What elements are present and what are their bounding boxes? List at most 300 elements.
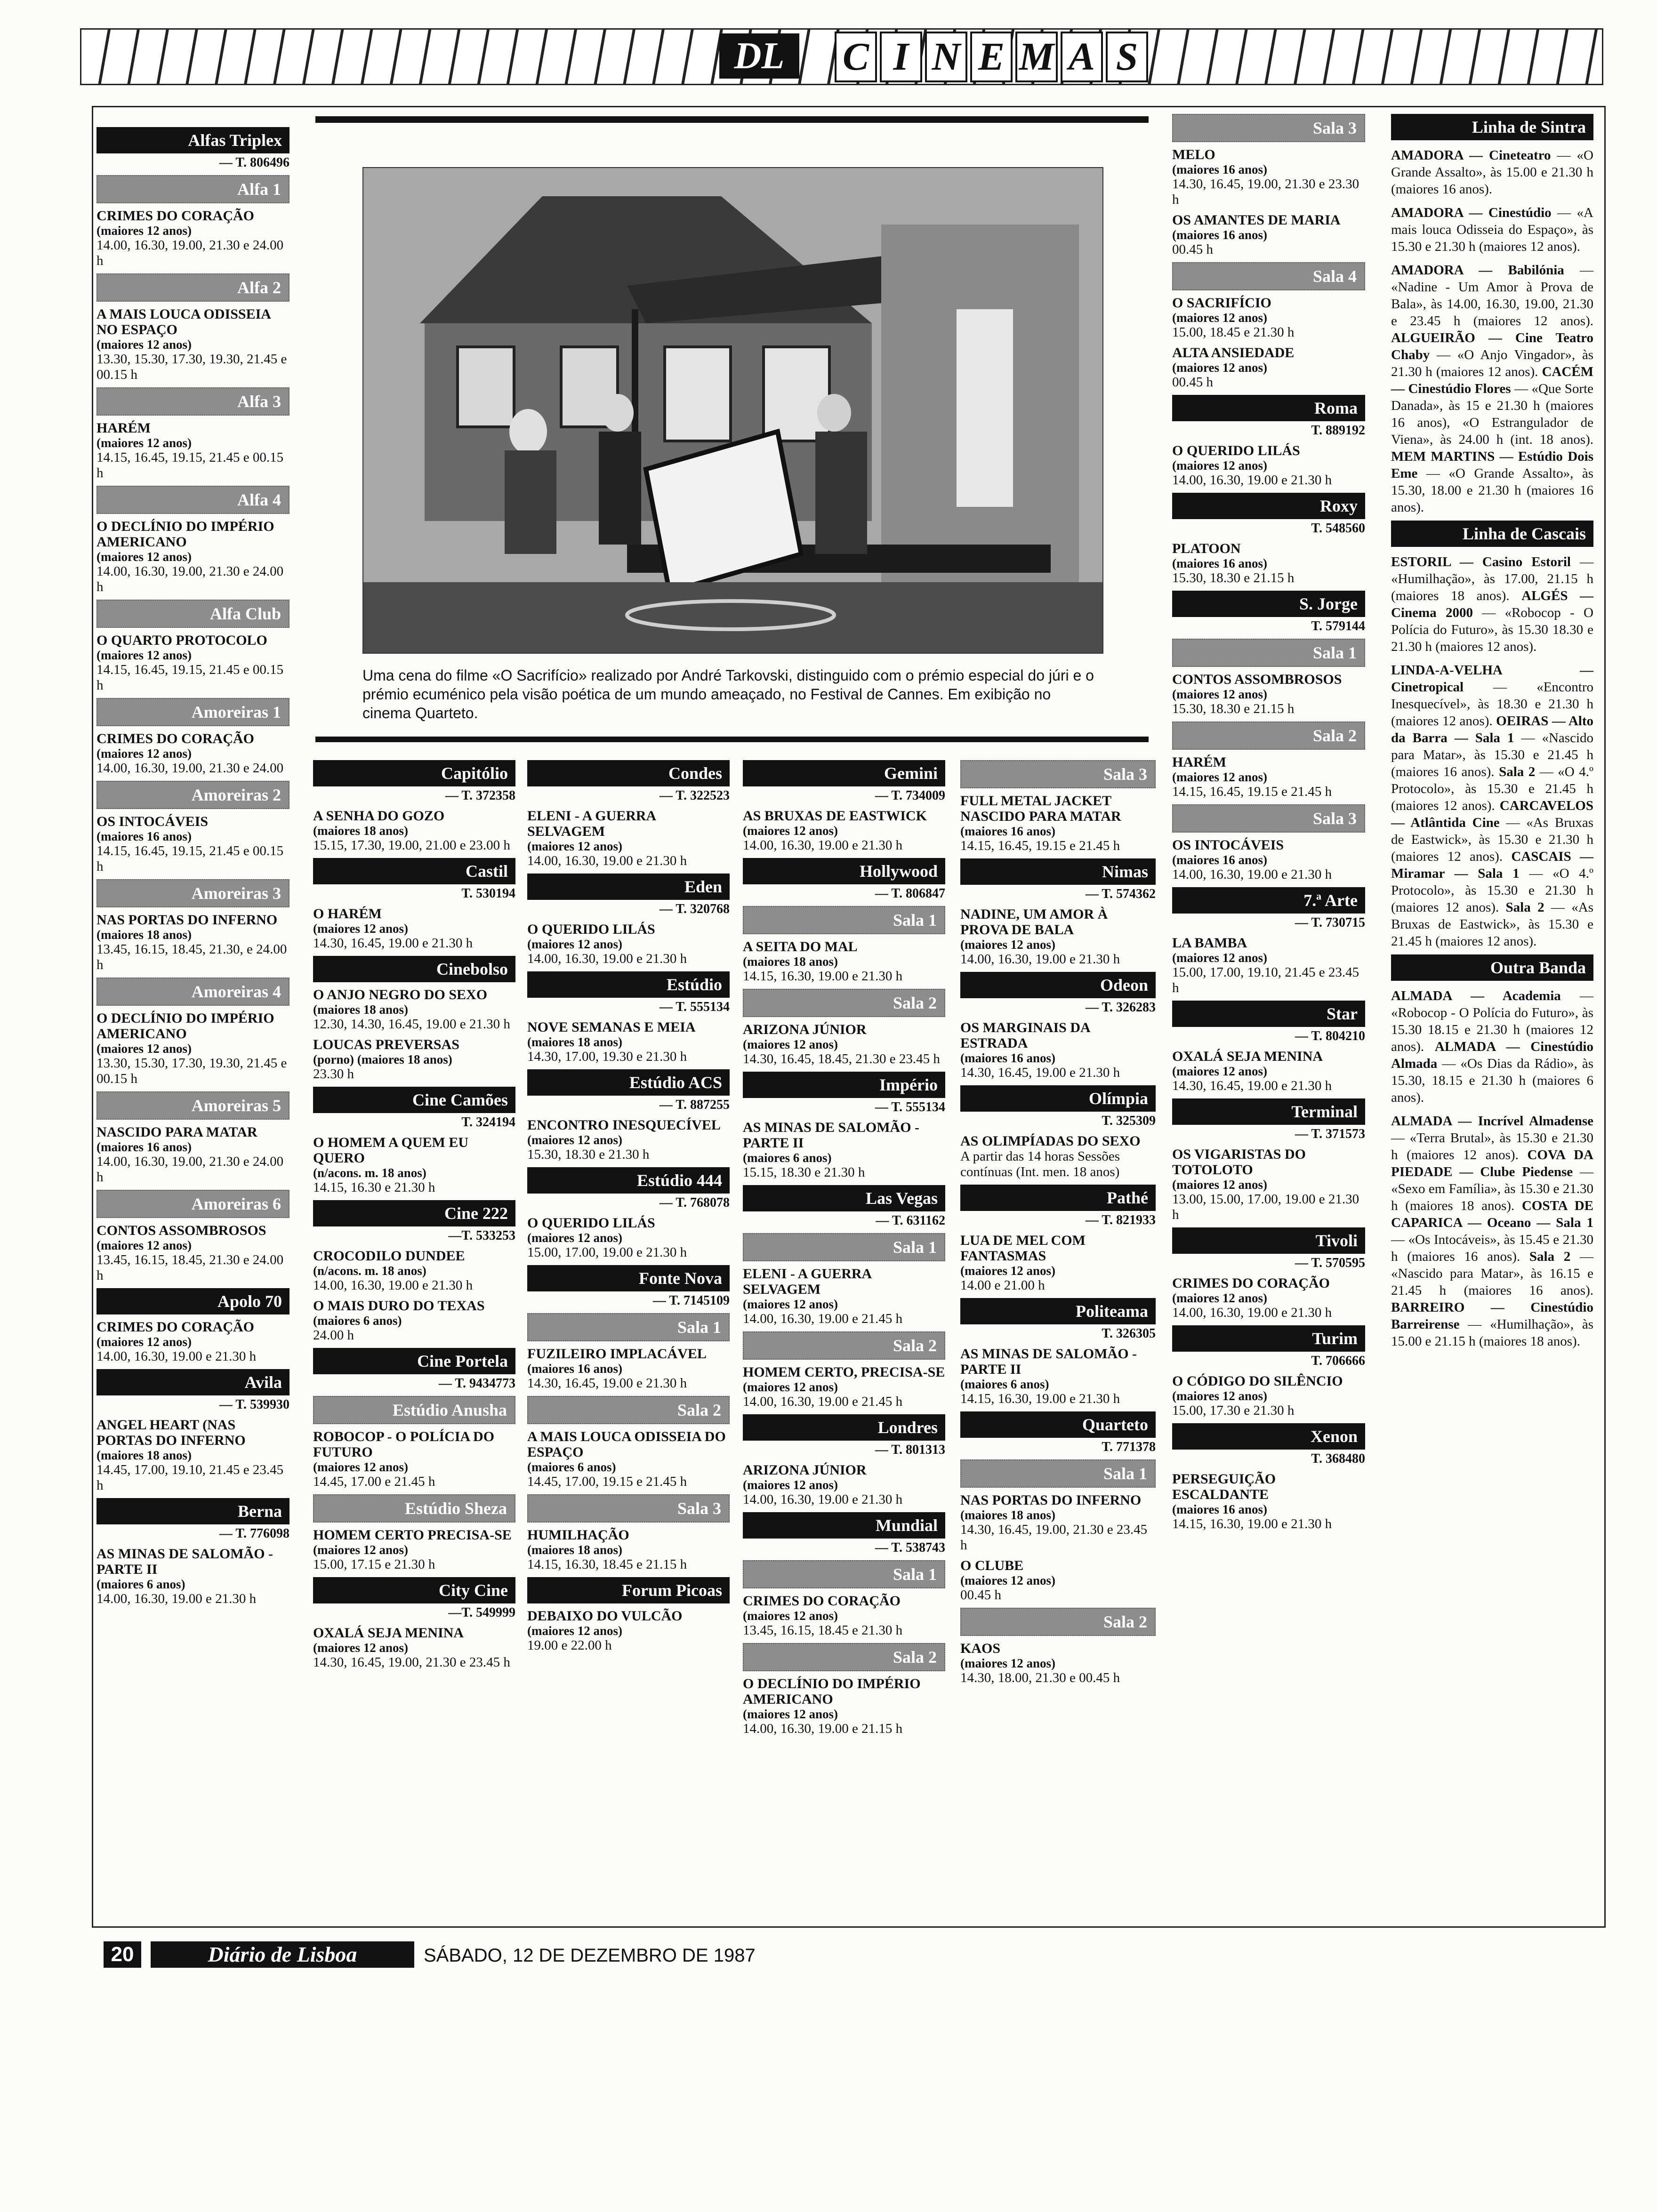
screen-name-bar: Sala 3 [960,760,1156,788]
session-times: 14.00, 16.30, 19.00 e 21.30 h [743,1492,903,1507]
age-rating: (maiores 12 anos) [527,937,622,951]
cinema-phone: — T. 887255 [659,1098,730,1112]
cinema-phone: T. 325309 [1102,1114,1156,1128]
regional-listing: AMADORA — Babilónia — «Nadine - Um Amor à Prova de Bala», às 14.00, 16.30, 19.00, 21.30 e 23.45 h (maiores 12 anos). ALGUEIRÃO — Cine Teatro Chaby — «O Anjo Vingador», às 21.30 h (maiores 12 anos). CACÉM — Cinestúdio Flores — «Que Sorte Danada», às 15 e 21.30 h (maiores 16 anos), «O Estrangulador de Viena», às 24.00 h (int. 18 anos). MEM MARTINS — Estúdio Dois Eme — «O Grande Assalto», às 15.30, 18.00 e 21.30 h (maiores 16 anos). [1391,263,1593,515]
film-title: PERSEGUIÇÃO ESCALDANTE [1172,1471,1276,1502]
cinema-phone: — T. 574362 [1085,887,1156,901]
cinemas-header-band [80,28,1603,85]
film-title: OXALÁ SEJA MENINA [1172,1049,1323,1064]
session-times: 23.30 h [313,1066,354,1082]
film-title: CRIMES DO CORAÇÃO [1172,1275,1330,1291]
film-title: OS INTOCÁVEIS [1172,837,1284,853]
film-title: A SEITA DO MAL [743,939,858,954]
film-title: HOMEM CERTO PRECISA-SE [313,1527,512,1543]
film-title: PLATOON [1172,541,1241,556]
session-times: 13.45, 16.15, 18.45, 21.30, e 24.00 h [97,942,287,972]
cinema-phone: — T. 326283 [1085,1000,1156,1015]
film-title: ELENI - A GUERRA SELVAGEM [527,808,656,839]
film-title: O DECLÍNIO DO IMPÉRIO AMERICANO [743,1676,921,1707]
cinema-phone: — T. 804210 [1295,1029,1365,1043]
session-times: 14.30, 16.45, 19.00 e 21.30 h [527,1376,687,1391]
age-rating: (maiores 16 anos) [1172,556,1267,570]
film-title: NAS PORTAS DO INFERNO [960,1492,1142,1508]
cinema-phone: — T. 7145109 [652,1293,730,1308]
screen-name-bar: Amoreiras 5 [97,1091,290,1120]
screen-name-bar: Sala 4 [1172,262,1365,290]
age-rating: (maiores 18 anos) [527,1035,622,1049]
age-rating: (maiores 18 anos) [313,824,408,838]
cinema-name-bar: 7.ª Arte [1172,887,1365,914]
cinema-phone: T. 368480 [1311,1451,1365,1466]
age-rating: (maiores 18 anos) [960,1508,1055,1522]
session-times: 12.30, 14.30, 16.45, 19.00 e 21.30 h [313,1017,510,1032]
age-rating: (maiores 6 anos) [313,1314,402,1328]
age-rating: (maiores 12 anos) [97,1042,192,1056]
cinema-phone: — T. 806496 [219,155,290,170]
cinema-name-bar: Eden [527,874,730,900]
session-times: 13.30, 15.30, 17.30, 19.30, 21.45 e 00.15 h [97,352,287,382]
title-letter: M [1015,32,1058,82]
regional-listing: AMADORA — Cineteatro — «O Grande Assalto», às 15.00 e 21.30 h (maiores 16 anos). [1391,148,1593,197]
screen-name-bar: Sala 2 [743,989,945,1017]
screen-name-bar: Estúdio Anusha [313,1396,515,1424]
screen-name-bar: Sala 2 [527,1396,730,1424]
film-title: AS MINAS DE SALOMÃO - PARTE II [97,1546,273,1577]
session-times: 14.15, 16.45, 19.15 e 21.45 h [1172,784,1332,799]
age-rating: (maiores 12 anos) [527,1133,622,1147]
session-times: 14.00, 16.30, 19.00 e 21.45 h [743,1394,903,1409]
cinema-phone: — T. 555134 [659,1000,730,1014]
cinema-name-bar: Olímpia [960,1085,1156,1112]
age-rating: (maiores 12 anos) [960,1573,1055,1587]
film-title: O QUARTO PROTOCOLO [97,633,267,648]
cinema-name-bar: Turim [1172,1325,1365,1352]
cinema-phone: T. 324194 [461,1115,515,1130]
age-rating: (maiores 12 anos) [1172,311,1267,325]
film-title: HOMEM CERTO, PRECISA-SE [743,1364,945,1380]
age-rating: (maiores 6 anos) [97,1577,185,1591]
age-rating: (maiores 12 anos) [1172,1291,1267,1305]
session-times: 14.15, 16.30, 19.00 e 21.30 h [743,969,903,984]
session-times: 14.00, 16.30, 19.00 e 21.30 h [313,1278,473,1293]
cinema-phone: —T. 549999 [448,1605,515,1620]
session-times: 14.00, 16.30, 19.00 e 21.30 h [1172,1305,1332,1320]
session-times: 14.30, 16.45, 18.45, 21.30 e 23.45 h [743,1051,940,1066]
screen-name-bar: Sala 2 [960,1608,1156,1636]
screen-name-bar: Sala 2 [743,1643,945,1671]
cinema-name-bar: Outra Banda [1391,954,1593,981]
screen-name-bar: Sala 3 [1172,804,1365,833]
title-letter: E [970,32,1013,82]
film-title: CRIMES DO CORAÇÃO [743,1593,901,1609]
column-1 [97,122,290,1607]
cinema-name-bar: Estúdio 444 [527,1167,730,1194]
age-rating: (n/acons. m. 18 anos) [313,1264,426,1278]
session-times: 15.30, 18.30 e 21.30 h [527,1147,650,1162]
film-title: FULL METAL JACKET NASCIDO PARA MATAR [960,793,1121,824]
session-times: 15.30, 18.30 e 21.15 h [1172,701,1295,716]
age-rating: (maiores 12 anos) [97,1335,192,1349]
age-rating: (maiores 16 anos) [1172,162,1267,176]
film-title: HUMILHAÇÃO [527,1527,629,1543]
screen-name-bar: Sala 1 [527,1313,730,1341]
film-title: O CÓDIGO DO SILÊNCIO [1172,1373,1343,1389]
section-title [835,32,1151,82]
age-rating: (maiores 12 anos) [960,938,1055,952]
cinema-name-bar: Politeama [960,1298,1156,1324]
cinema-phone: — T. 555134 [875,1100,945,1114]
screen-name-bar: Alfa Club [97,600,290,628]
session-times: 14.15, 16.45, 19.15, 21.45 e 00.15 h [97,662,284,693]
film-title: FUZILEIRO IMPLACÁVEL [527,1346,707,1362]
session-times: 14.00, 16.30, 19.00, 21.30 e 24.00 h [97,1154,284,1185]
regional-listing: AMADORA — Cinestúdio — «A mais louca Odisseia do Espaço», às 15.30 e 21.30 h (maiores 12 anos). [1391,205,1593,254]
film-title: ANGEL HEART (NAS PORTAS DO INFERNO [97,1417,246,1448]
film-title: AS MINAS DE SALOMÃO - PARTE II [960,1346,1137,1377]
age-rating: (maiores 16 anos) [1172,853,1267,867]
cinema-phone: — T. 570595 [1295,1256,1365,1270]
film-title: O QUERIDO LILÁS [527,1215,655,1231]
film-title: O HOMEM A QUEM EU QUERO [313,1135,468,1166]
age-rating: (n/acons. m. 18 anos) [313,1166,426,1180]
cinema-phone: — T. 372358 [445,788,515,803]
screen-name-bar: Estúdio Sheza [313,1494,515,1523]
column-7 [1391,109,1593,1350]
age-rating: (maiores 16 anos) [1172,1502,1267,1516]
film-title: O DECLÍNIO DO IMPÉRIO AMERICANO [97,1010,274,1042]
session-times: 14.15, 16.30, 19.00 e 21.30 h [960,1391,1120,1406]
cinema-phone: — T. 539930 [219,1397,290,1412]
cinema-name-bar: Estúdio ACS [527,1069,730,1096]
age-rating: (maiores 16 anos) [527,1362,622,1376]
age-rating: (maiores 16 anos) [97,1140,192,1154]
cinema-name-bar: Gemini [743,760,945,786]
cinema-phone: — T. 320768 [659,902,730,916]
cinema-name-bar: Mundial [743,1512,945,1539]
cinema-phone: — T. 9434773 [438,1376,515,1391]
regional-listing: ALMADA — Incrível Almadense — «Terra Brutal», às 15.30 e 21.30 h (maiores 12 anos). COVA DA PIEDADE — Clube Piedense — «Sexo em Família», às 15.30 e 21.30 h (maiores 18 anos). COSTA DE CAPARICA — Oceano — Sala 1 — «Os Intocáveis», às 15.45 e 21.30 h (maiores 16 anos). Sala 2 — «Nascido para Matar», às 16.15 e 21.45 h (maiores 16 anos). BARREIRO — Cinestúdio Barreirense — «Humilhação», às 15.00 e 21.15 h (maiores 18 anos). [1391,1114,1594,1349]
page-number: 20 [104,1941,141,1968]
film-title: LUA DE MEL COM FANTASMAS [960,1233,1086,1264]
film-title: O QUERIDO LILÁS [1172,443,1300,458]
title-letter: S [1106,32,1148,82]
session-times: 14.30, 16.45, 19.00 e 21.30 h [960,1065,1120,1080]
session-times: 14.00, 16.30, 19.00 e 21.15 h [743,1721,903,1736]
film-title: MELO [1172,147,1215,162]
age-rating: (maiores 18 anos) [313,1002,408,1017]
age-rating: (maiores 12 anos) [313,1543,408,1557]
screen-name-bar: Sala 3 [1172,114,1365,142]
cinema-phone: T. 579144 [1311,619,1365,633]
age-rating: (maiores 6 anos) [960,1377,1049,1391]
film-title: CRIMES DO CORAÇÃO [97,208,255,224]
screen-name-bar: Alfa 4 [97,486,290,514]
photo-bottom-rule [315,737,1149,742]
session-times: A partir das 14 horas Sessões contínuas (Int. men. 18 anos) [960,1149,1120,1179]
film-title: OXALÁ SEJA MENINA [313,1625,464,1641]
age-rating: (maiores 12 anos) [313,1641,408,1655]
screen-name-bar: Sala 1 [743,906,945,934]
session-times: 14.00, 16.30, 19.00 e 21.30 h [743,838,903,853]
film-title: NADINE, UM AMOR À PROVA DE BALA [960,906,1108,938]
age-rating: (maiores 12 anos) [1172,1178,1267,1192]
screen-name-bar: Sala 1 [743,1233,945,1261]
session-times: 14.30, 16.45, 19.00, 21.30 e 23.30 h [1172,176,1359,207]
paper-logo: DL [719,33,799,79]
issue-date: SÁBADO, 12 DE DEZEMBRO DE 1987 [424,1945,756,1966]
screen-name-bar: Alfa 2 [97,273,290,302]
film-title: ENCONTRO INESQUECÍVEL [527,1117,721,1133]
age-rating: (maiores 12 anos) [97,1238,192,1252]
cinema-name-bar: Londres [743,1414,945,1441]
cinema-name-bar: Roxy [1172,493,1365,519]
age-rating: (maiores 16 anos) [960,824,1055,838]
session-times: 14.15, 16.45, 19.15, 21.45 e 00.15 h [97,843,284,874]
session-times: 14.00, 16.30, 19.00 e 21.30 h [1172,867,1332,882]
cinema-name-bar: Nimas [960,858,1156,885]
age-rating: (maiores 12 anos) [97,337,192,352]
film-title: O ANJO NEGRO DO SEXO [313,987,488,1002]
age-rating: (maiores 12 anos) [527,1624,622,1638]
screen-name-bar: Amoreiras 2 [97,781,290,809]
age-rating: (maiores 12 anos) [1172,770,1267,784]
age-rating: (maiores 12 anos) [1172,687,1267,701]
cinema-phone: — T. 371573 [1295,1127,1365,1141]
age-rating: (maiores 18 anos) [97,1448,192,1462]
cinema-phone: — T. 821933 [1085,1213,1156,1227]
age-rating: (maiores 16 anos) [1172,228,1267,242]
age-rating: (maiores 12 anos) [97,648,192,662]
session-times: 00.45 h [960,1587,1001,1603]
screen-name-bar: Sala 1 [960,1459,1156,1488]
session-times: 15.00, 17.15 e 21.30 h [313,1557,435,1572]
session-times: 13.00, 15.00, 17.00, 19.00 e 21.30 h [1172,1192,1359,1222]
session-times: 14.00, 16.30, 19.00 e 21.30 h [527,853,687,868]
film-title: NOVE SEMANAS E MEIA [527,1019,696,1035]
age-rating: (maiores 12 anos) [97,746,192,761]
cinema-phone: T. 326305 [1102,1326,1156,1341]
session-times: 14.00, 16.30, 19.00 e 21.30 h [527,951,687,966]
cinema-phone: — T. 322523 [659,788,730,803]
cinema-name-bar: Apolo 70 [97,1288,290,1314]
cinema-phone: — T. 801313 [875,1443,945,1457]
cinema-name-bar: Castil [313,858,515,884]
cinema-name-bar: Tivoli [1172,1227,1365,1254]
title-letter: I [880,32,922,82]
film-title: O QUERIDO LILÁS [527,922,655,937]
cinema-phone: — T. 730715 [1295,915,1365,930]
session-times: 13.30, 15.30, 17.30, 19.30, 21.45 e 00.15 h [97,1056,287,1086]
film-title: OS AMANTES DE MARIA [1172,212,1341,228]
cinema-name-bar: S. Jorge [1172,591,1365,617]
screen-name-bar: Sala 3 [527,1494,730,1523]
photo-top-rule [315,116,1149,123]
age-rating: (maiores 12 anos) [97,436,192,450]
film-title: ARIZONA JÚNIOR [743,1462,867,1478]
age-rating: (maiores 18 anos) [743,954,838,969]
age-rating: (maiores 12 anos) [527,1231,622,1245]
film-title: CRIMES DO CORAÇÃO [97,731,255,746]
session-times: 14.30, 18.00, 21.30 e 00.45 h [960,1670,1120,1685]
film-title: O DECLÍNIO DO IMPÉRIO AMERICANO [97,519,274,550]
cinema-name-bar: Berna [97,1498,290,1524]
session-times: 14.00, 16.30, 19.00 e 21.30 h [960,952,1120,967]
column-2 [313,755,515,1670]
screen-name-bar: Alfa 3 [97,387,290,416]
regional-listing: LINDA-A-VELHA — Cinetropical — «Encontro Inesquecível», às 18.30 e 21.30 h (maiores 12 anos). OEIRAS — Alto da Barra — Sala 1 — «Nascido para Matar», às 15.30 e 21.45 h (maiores 16 anos). Sala 2 — «O 4.º Protocolo», às 15.30 e 21.45 h (maiores 12 anos). CARCAVELOS — Atlântida Cine — «As Bruxas de Eastwick», às 15.30 e 21.30 h (maiores 12 anos). CASCAIS — Miramar — Sala 1 — «O 4.º Protocolo», às 15.30 e 21.30 h (maiores 12 anos). Sala 2 — «As Bruxas de Eastwick», às 15.30 e 21.45 h (maiores 12 anos). [1391,663,1594,949]
cinema-phone: — T. 631162 [876,1213,945,1228]
session-times: 14.30, 16.45, 19.00, 21.30 e 23.45 h [960,1522,1148,1553]
session-times: 14.45, 17.00, 19.10, 21.45 e 23.45 h [97,1462,284,1493]
age-rating: (maiores 12 anos) [743,1609,838,1623]
film-title: A MAIS LOUCA ODISSEIA DO ESPAÇO [527,1429,726,1460]
age-rating: (maiores 12 anos) [743,1297,838,1311]
session-times: 13.45, 16.15, 18.45 e 21.30 h [743,1623,903,1638]
cinema-phone: T. 530194 [461,886,515,901]
cinema-phone: T. 889192 [1311,423,1365,438]
age-rating: (maiores 12 anos) [743,824,838,838]
cinema-phone: T. 771378 [1102,1440,1156,1454]
cinema-name-bar: Las Vegas [743,1185,945,1211]
session-times: 14.00, 16.30, 19.00, 21.30 e 24.00 [97,761,284,776]
screen-name-bar: Sala 1 [1172,639,1365,667]
film-title: NASCIDO PARA MATAR [97,1124,257,1140]
film-title: HARÉM [97,420,151,436]
cinema-phone: — T. 538743 [875,1540,945,1555]
session-times: 14.30, 17.00, 19.30 e 21.30 h [527,1049,687,1064]
session-times: 14.15, 16.30, 19.00 e 21.30 h [1172,1516,1332,1531]
age-rating: (maiores 12 anos) [313,1460,408,1474]
session-times: 00.45 h [1172,375,1213,390]
cinema-phone: — T. 734009 [875,788,945,803]
cinema-name-bar: Avila [97,1369,290,1395]
age-rating: (maiores 18 anos) [97,928,192,942]
cinema-name-bar: Estúdio [527,971,730,998]
cinema-name-bar: Condes [527,760,730,786]
session-times: 13.45, 16.15, 18.45, 21.30 e 24.00 h [97,1252,284,1283]
film-title: AS BRUXAS DE EASTWICK [743,808,927,824]
screen-name-bar: Sala 2 [743,1331,945,1360]
house-scene-illustration [363,168,1102,653]
film-title: LA BAMBA [1172,935,1247,951]
cinema-name-bar: Odeon [960,972,1156,998]
age-rating: (maiores 12 anos) [97,224,192,238]
film-title: A SENHA DO GOZO [313,808,445,824]
cinema-phone: T. 706666 [1311,1354,1365,1368]
column-6 [1172,109,1365,1532]
film-title: CROCODILO DUNDEE [313,1248,465,1264]
film-title: O MAIS DURO DO TEXAS [313,1298,485,1314]
session-times: 24.00 h [313,1328,354,1343]
age-rating: (maiores 12 anos) [743,1707,838,1721]
session-times: 14.00, 16.30, 19.00 e 21.30 h [1172,473,1332,488]
film-title: CONTOS ASSOMBROSOS [1172,672,1342,687]
age-rating: (maiores 12 anos) [960,1264,1055,1278]
cinema-name-bar: Cinebolso [313,956,515,982]
cinema-name-bar: Império [743,1072,945,1098]
age-rating: (maiores 12 anos) [1172,1064,1267,1078]
age-rating: (maiores 12 anos) [743,1380,838,1394]
screen-name-bar: Alfa 1 [97,175,290,203]
age-rating: (maiores 12 anos) [1172,361,1267,375]
cinema-name-bar: Cine Camões [313,1087,515,1113]
session-times: 15.30, 18.30 e 21.15 h [1172,570,1295,585]
age-rating: (maiores 12 anos) [1172,951,1267,965]
film-title: HARÉM [1172,754,1226,770]
screen-name-bar: Sala 1 [743,1560,945,1588]
cinema-name-bar: Hollywood [743,858,945,884]
cinema-name-bar: Cine Portela [313,1348,515,1374]
title-letter: A [1061,32,1103,82]
film-title: CONTOS ASSOMBROSOS [97,1223,266,1238]
session-times: 15.00, 17.00, 19.10, 21.45 e 23.45 h [1172,965,1359,995]
age-rating: (porno) (maiores 18 anos) [313,1052,452,1066]
film-title: O HARÉM [313,906,382,922]
cinema-name-bar: Forum Picoas [527,1577,730,1603]
session-times: 14.45, 17.00 e 21.45 h [313,1474,435,1489]
session-times: 15.00, 17.00, 19.00 e 21.30 h [527,1245,687,1260]
cinema-phone: — T. 776098 [219,1526,290,1541]
cinema-name-bar: Linha de Cascais [1391,521,1593,547]
title-letter: C [835,32,877,82]
photo-caption: Uma cena do filme «O Sacrifício» realizado por André Tarkovski, distinguido com o prémio especial do júri e o prémio ecuménico pela visão poética de um mundo ameaçado, no Festival de Cannes. Em exibição no cinema Quarteto. [362,667,1094,721]
cinema-phone: T. 548560 [1311,521,1365,536]
film-title: OS INTOCÁVEIS [97,814,209,829]
session-times: 19.00 e 22.00 h [527,1638,612,1653]
paper-name: Diário de Lisboa [151,1941,414,1968]
cinema-name-bar: Pathé [960,1185,1156,1211]
screen-name-bar: Amoreiras 3 [97,879,290,907]
session-times: 14.15, 16.45, 19.15, 21.45 e 00.15 h [97,450,284,481]
age-rating: (maiores 12 anos) [313,922,408,936]
session-times: 14.15, 16.30, 18.45 e 21.15 h [527,1557,687,1572]
film-title: ALTA ANSIEDADE [1172,345,1295,361]
film-title: A MAIS LOUCA ODISSEIA NO ESPAÇO [97,306,271,337]
page-footer [104,1941,763,1970]
cinema-name-bar: Star [1172,1001,1365,1027]
cinema-name-bar: Cine 222 [313,1200,515,1226]
screen-name-bar: Sala 2 [1172,721,1365,750]
session-times: 14.00 e 21.00 h [960,1278,1045,1293]
age-rating: (maiores 12 anos) [1172,1389,1267,1403]
session-times: 15.00, 17.30 e 21.30 h [1172,1403,1295,1418]
regional-listing: ALMADA — Academia — «Robocop - O Polícia do Futuro», às 15.30 18.15 e 21.30 h (maiores 12 anos). ALMADA — Cinestúdio Almada — «Os Dias da Rádio», às 15.30, 18.15 e 21.30 h (maiores 6 anos). [1391,988,1593,1105]
age-rating: (maiores 12 anos) [527,839,622,853]
film-still-photo [362,167,1103,654]
session-times: 14.00, 16.30, 19.00 e 21.30 h [97,1349,257,1364]
film-title: O SACRIFÍCIO [1172,295,1271,311]
age-rating: (maiores 12 anos) [960,1656,1055,1670]
cinema-phone: — T. 806847 [875,886,945,901]
film-title: AS MINAS DE SALOMÃO - PARTE II [743,1120,920,1151]
age-rating: (maiores 16 anos) [960,1051,1055,1065]
screen-name-bar: Amoreiras 1 [97,698,290,726]
film-title: O CLUBE [960,1558,1024,1573]
session-times: 14.15, 16.45, 19.15 e 21.45 h [960,838,1120,853]
screen-name-bar: Amoreiras 6 [97,1190,290,1218]
age-rating: (maiores 12 anos) [1172,458,1267,473]
session-times: 14.30, 16.45, 19.00, 21.30 e 23.45 h [313,1655,510,1670]
film-title: ELENI - A GUERRA SELVAGEM [743,1266,871,1297]
film-title: OS VIGARISTAS DO TOTOLOTO [1172,1146,1306,1178]
cinema-name-bar: City Cine [313,1577,515,1603]
cinema-name-bar: Roma [1172,395,1365,421]
cinema-name-bar: Quarteto [960,1411,1156,1438]
cinema-name-bar: Linha de Sintra [1391,114,1593,140]
cinema-name-bar: Alfas Triplex [97,127,290,153]
film-title: LOUCAS PREVERSAS [313,1037,459,1052]
screen-name-bar: Amoreiras 4 [97,978,290,1006]
